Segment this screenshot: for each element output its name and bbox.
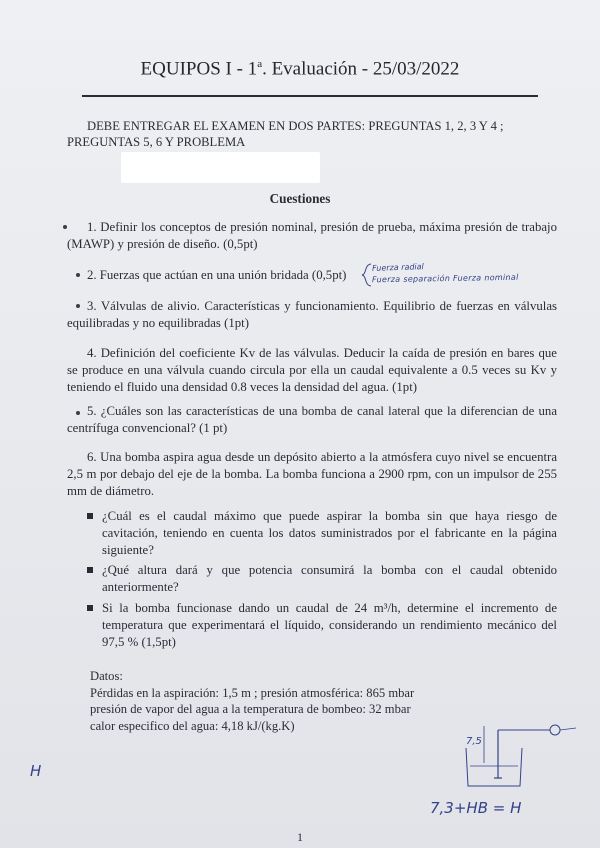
page-title [0,58,600,80]
bullet-square [87,567,93,573]
question-text: 6. Una bomba aspira agua desde un depósito abierto a la atmósfera cuyo nivel se encuentra 2,5 m por debajo del eje de la bomba. La bomba funciona a 2900 rpm, con un impulsor de 255 mm de diámetro. [67,450,557,498]
data-line: Pérdidas en la aspiración: 1,5 m ; presión atmosférica: 865 mbar [90,685,415,700]
question-text: 2. Fuerzas que actúan en una unión bridada (0,5pt) [87,268,347,282]
subquestion-text: ¿Qué altura dará y que potencia consumirá la bomba con el caudal obtenido anteriormente? [102,563,557,594]
question-4 [67,345,557,396]
handwritten-sketch-label: 7,5 [466,736,482,747]
question-text: 4. Definición del coeficiente Kv de las válvulas. Deducir la caída de presión en bares que se produce en una válvula cuando circula por ella un caudal equivalente a 0.5 veces su Kv y teniendo el fluido una densidad 0.8 veces la densidad del agua. (1pt) [67,346,557,394]
title-superscript: a [257,58,263,70]
data-block [90,668,510,734]
title-suffix: . Evaluación - 25/03/2022 [262,58,460,80]
handwritten-margin-mark: H [30,762,42,780]
subquestion-item [82,600,557,651]
handwritten-note-line-2: Fuerza separación Fuerza nominal [371,272,519,285]
handwritten-equation: 7,3+HB = H [430,799,522,817]
data-line: calor especifico del agua: 4,18 kJ/(kg.K) [90,718,295,733]
data-line: presión de vapor del agua a la temperatura de bombeo: 32 mbar [90,702,411,716]
instructions-line-1: DEBE ENTREGAR EL EXAMEN EN DOS PARTES: PREGUNTAS 1, 2, 3 Y 4 ; [87,119,504,133]
redaction-box [121,152,320,183]
instructions [67,118,557,150]
question-1 [67,219,557,253]
bullet-square [87,605,93,611]
data-heading: Datos: [90,669,123,683]
subquestion-text: Si la bomba funcionase dando un caudal de 24 m³/h, determine el incremento de temperatura que experimentará el líquido, considerando un rendimiento mecánico del 97,5 % (1,5pt) [102,601,557,649]
subquestion-item [82,508,557,559]
title-prefix: EQUIPOS I - 1 [140,58,258,80]
question-text: 3. Válvulas de alivio. Características y funcionamiento. Equilibrio de fuerzas en válvulas equilibradas y no equilibradas (1pt) [67,299,557,330]
subquestion-item [82,562,557,596]
handwritten-tank-sketch [458,718,578,798]
question-text: 1. Definir los conceptos de presión nominal, presión de prueba, máxima presión de trabajo (MAWP) y presión de diseño. (0,5pt) [67,220,557,251]
handwritten-note-line-1: Fuerza radial [371,262,424,273]
question-6 [67,449,557,500]
question-5 [67,403,557,437]
subquestion-text: ¿Cuál es el caudal máximo que puede aspirar la bomba sin que haya riesgo de cavitación, teniendo en cuenta los datos suministrados por el fabricante en la página siguiente? [102,509,557,557]
instructions-line-2: PREGUNTAS 5, 6 Y PROBLEMA [67,135,246,149]
title-rule [82,95,538,97]
question-text: 5. ¿Cuáles son las características de una bomba de canal lateral que la diferencian de una centrífuga convencional? (1 pt) [67,404,557,435]
question-3 [67,298,557,332]
section-title: Cuestiones [269,191,331,206]
page-number: 1 [297,830,303,844]
bullet-square [87,513,93,519]
